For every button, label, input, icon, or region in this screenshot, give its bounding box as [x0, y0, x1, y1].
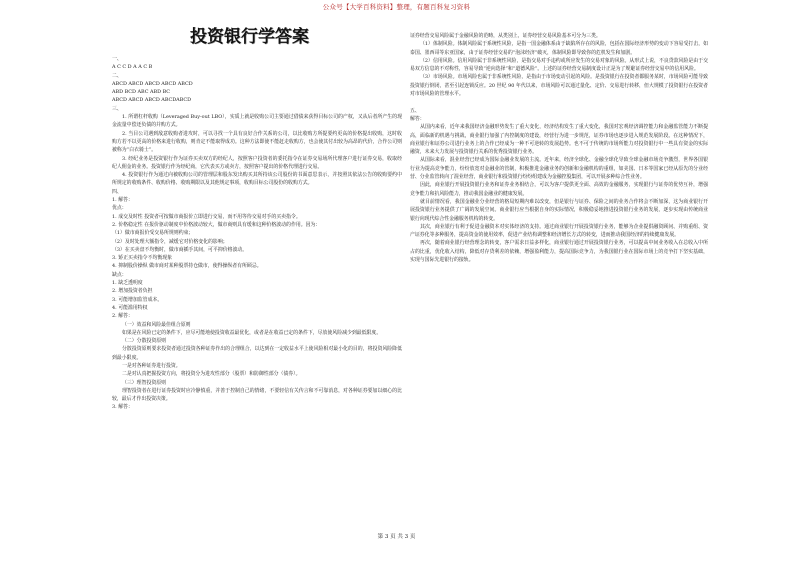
text-paragraph: A C C D A A C B [112, 64, 153, 71]
text-paragraph: 一是对各种证券进行投资。 [122, 362, 181, 369]
text-paragraph: ABCD ABCD ABCD ABCD ABCD [112, 80, 193, 87]
text-paragraph: 四、 [112, 188, 122, 195]
text-paragraph: （三）理智投资原则 [122, 379, 167, 386]
text-paragraph: 2. 解答： [112, 313, 133, 320]
page-footer: 第 3 页 共 3 页 [377, 534, 416, 540]
text-paragraph: ABD BCD ABC ABD BC [112, 89, 171, 96]
text-paragraph: 3. 解答： [112, 404, 133, 411]
text-paragraph: 再次，随着商业银行经营理念的转变，客户需求日益多样化，商业银行通过开展投资银行业务，可以提高中间业务收入在总收入中所占的比重，优化收入结构，降低对存贷利差的依赖，增强盈利能力，提高国际竞争力，为我国银行业在国际市场上的竞争打下坚实基础，实现与国际先进银行的接轨。 [410, 240, 708, 264]
text-paragraph: 4. 投资银行作为通过向被收购公司的管理层和股东发出购买其所持该公司股份的书面意思表示，并按照其依法公告的收购要约中所规定的收购条件、收购价格、收购期限以及其他规定事项，收购目标公司股份的收购方式。 [112, 172, 402, 187]
text-paragraph: 2. 价格稳定性 在报价驱动制度中价格波动较大，做市商则具有缓和这种价格波动的作用。因为： [112, 221, 321, 228]
text-paragraph: 3. 矫正买卖指令不均衡现象 [112, 255, 173, 262]
text-paragraph: 3. 可能增加监管成本。 [112, 296, 163, 303]
page-title: 投资银行学答案 [190, 27, 309, 47]
text-paragraph: 1. 成交及时性 投资者可按做市商报价立即进行交易，而不用等待交易对手的买卖指令。 [112, 213, 301, 220]
text-paragraph: 其次，商业银行有利于促进金融资本对实体经济的支持。通过商业银行开展投资银行业务，能够为企业提供融资顾问、并购重组、资产证券化等多种服务，提高资金的使用效率，促进产业结构调整和经济增长方式的转变，进而推动我国经济的持续健康发展。 [410, 223, 708, 239]
text-paragraph: 一、 [112, 56, 122, 62]
text-paragraph: 1. 所谓杠杆收购（Leveraged Buy-out LBO），实质上就是收购公司主要通过借债来获得目标公司的产权，又从后者所产生的现金流量中偿还负债的并购方式。 [112, 114, 402, 129]
text-paragraph: 从国际来看，混业经营已经成为国际金融业发展的主流。近年来，经济全球化、金融全球化导致全球金融市场竞争激烈，世界各国银行业为提高竞争能力，纷纷放宽对金融业的管制，积极推进金融业务的创新和金融机构的重组，如美国、日本等国家已经从原先的分业经营、分业监管转向了混业经营，商业银行和投资银行纷纷组建成为金融控股集团，可以开展多种综合性业务。 [410, 157, 708, 181]
text-paragraph: 解答： [410, 115, 425, 122]
text-paragraph: 理智投资者在进行证券投资时应冷静慎重，并善于控制自己的情绪，不要轻信有关传言和不可靠消息，对各种证券要加以细心的比较，最后才作出投资决策。 [112, 387, 402, 403]
text-paragraph: 从国内来看，近年来我国经济金融形势发生了重大变化，经济结构发生了重大变化，我国对宏观经济调控能力和金融监管能力不断提高，面临新的机遇与挑战，商业银行加强了内控制度的建设，经营行为进一步规范，证券市场也逐步进入规范发展阶段。在这种情况下，商业银行和证券公司进行业务上的合作已经成为一种不可逆转的发展趋势。也不可于传统的市场所能力对投资银行中一些具有资金的实际融资，未来大力发展与投资银行关系的优秀投资银行业务。 [410, 124, 708, 156]
text-paragraph: （2）及时处理大额指令，减缓它对价格变化的影响； [112, 238, 228, 245]
text-paragraph: 1. 解答： [112, 197, 133, 204]
text-paragraph: ABCD ABCD ABCD ABCDABCD [112, 97, 192, 104]
text-paragraph: 分散投资原则要求投资者通过投资各种证券作出的合理组合，以达到在一定收益水平上使风险相对最小化的目的，将投资风险降低到最小限度。 [112, 346, 402, 361]
text-paragraph: 三、 [112, 105, 122, 112]
text-paragraph [410, 98, 708, 106]
text-paragraph: （3）市场风险。市场风险也属于非系统性风险，是指由于市场变动引起的风险。是投资银行在投资者都服务某时，市场风险可能导致投资银行倒闭，甚至引起连锁反应。20 世纪 90 年代以来，市场风险可以通过量化、定价、交易进行转移，但大规模了投资银行在投资者对市场风险的管理水平。 [410, 74, 708, 98]
text-paragraph: 就目前情况看，我国金融业分业经营的格局短期内难以改变，但是银行与证券、保险之间的业务合作将会不断加深，这为商业银行开展投资银行业务提供了广阔的发展空间。商业银行应当根据自身的实际情况，积极稳妥地推进投资银行业务的发展，逐步实现由传统商业银行向现代综合性金融服务机构的转变。 [410, 198, 708, 222]
text-paragraph: （二）分散投资原则 [122, 338, 167, 345]
text-paragraph: 3. 经纪业务是投资银行作为证券买卖双方的经纪人，按照客户投资者的委托指令在证券交易场所代理客户进行证券交易，收取经纪人佣金的业务。投资银行作为经纪商，它代表买方或卖方，按照客户提出的价格代理进行交易。 [112, 155, 402, 170]
left-text-column [112, 55, 402, 412]
text-paragraph: 如果是在风险已定的条件下，应尽可能地使投资收益最优化，或者是在收益已定的条件下，尽放使风险减少到最低限度。 [122, 329, 382, 336]
text-paragraph: 因此，商业银行开展投资银行业务和证券业务相结合，可以为客户提供更全面、高效的金融服务，实现银行与证券的优势互补，增强竞争能力和抗风险能力，推动我国金融业的健康发展。 [410, 182, 708, 197]
text-paragraph: 2. 增加投资者负担 [112, 288, 153, 295]
text-paragraph: （1）体制风险。体制风险属于系统性风险，是指一国金融体系由于缺陷所存在的风险，包括在国际经济形势的变动下容易受打击，如泰国、墨西哥等东亚国家，由于证券经营交易的“泡沫经济”破灭，体制风险即导致你的危机发生和加剧。 [410, 41, 708, 56]
text-paragraph: （一）效益和风险最佳组合原则 [122, 321, 191, 328]
text-paragraph: 1. 缺乏透明度 [112, 280, 143, 287]
text-paragraph: （1）做市商报价受交易所规则约束； [112, 230, 194, 237]
text-paragraph: 4. 可能滥用特权 [112, 304, 148, 311]
text-paragraph: 证券经营交易风险属于金融风险的范畴，从类别上，证券经营交易风险基本可分为三类。 [410, 33, 601, 39]
text-paragraph: 二是对认真把握投资方向，将投资分为进攻性部分（股票）和防御性部分（债券）。 [122, 371, 301, 378]
text-paragraph: 4. 抑制股价操纵 做市商对某种股票持仓做市，使得操纵者有所顾忌。 [112, 263, 262, 270]
text-paragraph: 五、 [410, 107, 420, 114]
text-paragraph: （2）信用风险。信用风险属于非系统性风险，是指交易对手违约或所应发生的交易对象的风险。从形式上说，不良贷款风险是由于交易双方信息的不对称性，容易导致“逆向选择”和“道德风险”。上述的证券经营交易制度设计正是为了规避证券经营交易中的信用风险。 [410, 57, 708, 73]
text-paragraph: 二、 [112, 72, 122, 79]
text-paragraph: 优点： [112, 205, 127, 212]
source-banner: 公众号【大学百科资料】整理，有题百科复习资料 [322, 3, 471, 11]
text-paragraph: 缺点： [112, 271, 127, 278]
right-text-column [410, 32, 708, 264]
text-paragraph: 2. 当目公司遇到敌意收购者进攻时，可以寻找一个具有良好合作关系的公司，以比收购方所提要约更高的价格提出收购，这时收购方若不以更高的价格来进行收购，则肯定不能取得成功。这种方法即使不能赶走收购方，也会使其付出较为高昂的代价，合作公司则被称为“白衣骑士”。 [112, 130, 402, 154]
text-paragraph: （3）在买卖盘不均衡时，做市商插手其间，可平抑价格波动。 [112, 246, 248, 253]
